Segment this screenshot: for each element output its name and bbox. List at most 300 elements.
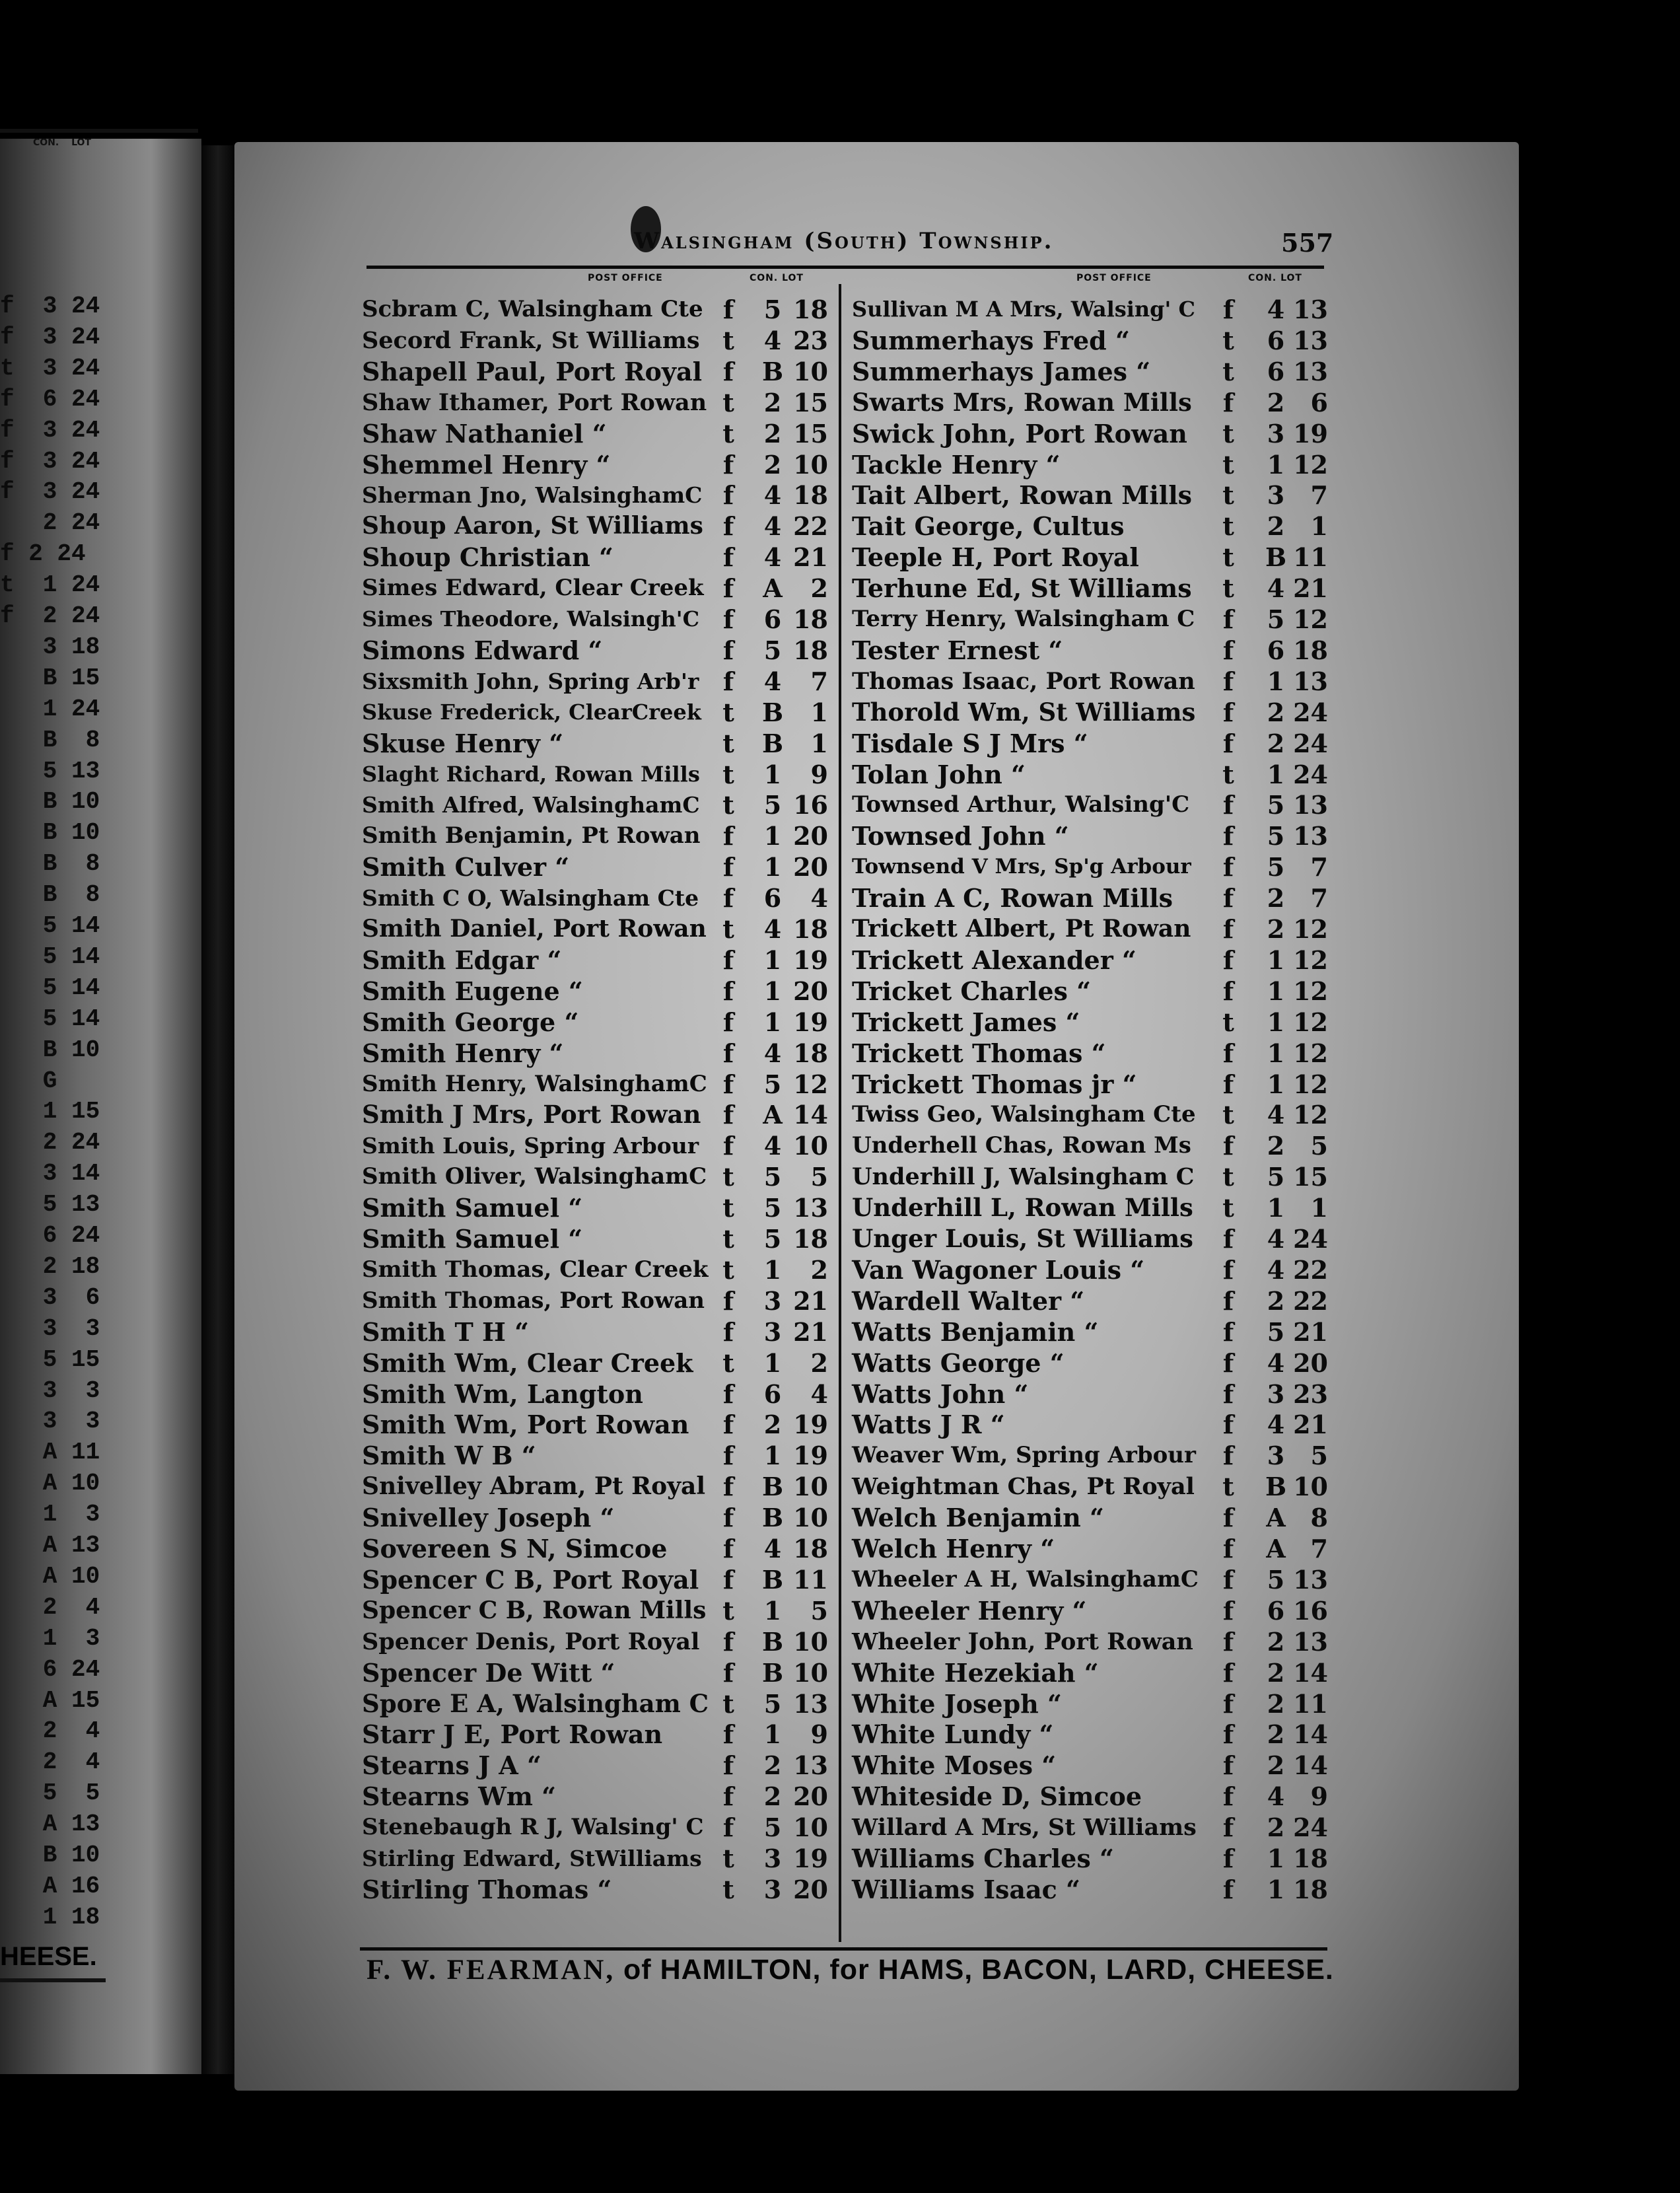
entry-occ: t <box>1222 1007 1234 1037</box>
left-entry <box>362 294 837 325</box>
entry-con: 1 <box>1267 449 1285 480</box>
entry-name: Smith Culver “ <box>362 852 570 882</box>
entry-lot: 13 <box>1293 325 1328 355</box>
left-page-row: 6 24 <box>0 1222 100 1249</box>
left-entry <box>362 1379 837 1410</box>
left-entry <box>362 1471 837 1502</box>
entry-occ: f <box>722 1285 734 1316</box>
entry-name: Skuse Henry “ <box>362 728 564 758</box>
entry-con: 2 <box>1267 1626 1285 1657</box>
entry-con: 4 <box>763 1038 782 1068</box>
left-entry <box>362 1564 837 1595</box>
entry-con: 5 <box>763 635 782 665</box>
right-entry <box>852 356 1327 387</box>
right-entry <box>852 1502 1327 1533</box>
entry-occ: f <box>1222 1626 1234 1657</box>
entry-con: 2 <box>763 449 782 480</box>
entry-con: 5 <box>763 1813 782 1843</box>
right-col-post-office-header: POST OFFICE <box>1076 273 1152 283</box>
left-page-row: 5 5 <box>0 1780 100 1807</box>
entry-con: 5 <box>763 1069 782 1099</box>
left-entry <box>362 480 837 511</box>
entry-con: 3 <box>1267 1379 1285 1409</box>
entry-occ: t <box>722 1874 734 1904</box>
entry-name: Tait George, Cultus <box>852 511 1125 542</box>
page-title: Walsingham (South) Township. <box>634 228 1054 254</box>
entry-name: Smith T H “ <box>362 1316 529 1347</box>
entry-con: 4 <box>763 1131 782 1161</box>
left-page-header-rule <box>0 129 198 133</box>
entry-occ: t <box>1222 418 1234 449</box>
right-entry <box>852 573 1327 604</box>
entry-occ: f <box>1222 295 1234 324</box>
left-page-row: B 8 <box>0 726 100 754</box>
left-page-row: t 1 24 <box>0 571 100 599</box>
left-page-footer-rule <box>0 1978 106 1982</box>
footer-rule <box>360 1947 1327 1951</box>
entry-occ: t <box>1222 480 1234 511</box>
left-page-row: B 8 <box>0 881 100 909</box>
entry-con: A <box>1266 1503 1286 1533</box>
entry-name: Train A C, Rowan Mills <box>852 883 1173 914</box>
entry-lot: 12 <box>1293 1007 1328 1037</box>
entry-occ: f <box>1222 1038 1234 1068</box>
entry-name: Tester Ernest “ <box>852 635 1063 665</box>
entry-con: B <box>761 1564 784 1595</box>
left-entry <box>362 356 837 387</box>
entry-lot: 5 <box>1310 1131 1328 1161</box>
entry-lot: 18 <box>1293 635 1328 665</box>
entry-lot: 12 <box>1293 604 1328 634</box>
entry-lot: 12 <box>1293 914 1328 944</box>
entry-occ: t <box>722 1224 734 1254</box>
right-entry <box>852 1379 1327 1410</box>
entry-name: Summerhays Fred “ <box>852 325 1130 355</box>
entry-con: 1 <box>763 759 782 789</box>
entry-con: 1 <box>763 1254 782 1285</box>
entry-lot: 10 <box>793 1503 828 1533</box>
entry-con: B <box>1265 542 1287 573</box>
left-page-row: G <box>0 1067 57 1095</box>
left-entry <box>362 1657 837 1688</box>
right-entry <box>852 666 1327 697</box>
entry-lot: 10 <box>793 449 828 480</box>
entry-con: B <box>761 697 784 727</box>
right-entry <box>852 697 1327 728</box>
entry-occ: t <box>1222 1472 1234 1502</box>
entry-occ: t <box>722 1595 734 1626</box>
right-entry <box>852 1440 1327 1471</box>
entry-lot: 5 <box>810 1162 828 1192</box>
entry-occ: f <box>1222 728 1234 758</box>
entry-occ: t <box>1222 1162 1234 1192</box>
entry-occ: f <box>1222 1750 1234 1781</box>
entry-lot: 18 <box>793 295 828 324</box>
entry-name: Underhell Chas, Rowan Ms <box>852 1132 1191 1159</box>
entry-occ: f <box>722 604 734 634</box>
entry-occ: f <box>722 1316 734 1347</box>
entry-lot: 10 <box>793 1657 828 1688</box>
left-entry <box>362 1409 837 1440</box>
entry-con: 5 <box>1267 1316 1285 1347</box>
entry-con: 3 <box>763 1874 782 1904</box>
entry-occ: f <box>722 573 734 604</box>
entry-name: Watts J R “ <box>852 1410 1005 1440</box>
entry-name: Townsed Arthur, Walsing'C <box>852 791 1190 818</box>
left-entry <box>362 511 837 542</box>
entry-lot: 5 <box>1310 1441 1328 1471</box>
entry-lot: 11 <box>1293 1688 1328 1719</box>
entry-con: 2 <box>1267 1750 1285 1781</box>
left-entry <box>362 1130 837 1161</box>
entry-name: Thorold Wm, St Williams <box>852 697 1196 727</box>
entry-name: Trickett Alexander “ <box>852 945 1137 975</box>
left-entry <box>362 1502 837 1533</box>
entry-name: Smith Thomas, Clear Creek <box>362 1256 709 1283</box>
right-entry <box>852 294 1327 325</box>
entry-con: 6 <box>1267 1595 1285 1626</box>
entry-occ: f <box>1222 1503 1234 1533</box>
entry-con: 5 <box>763 790 782 820</box>
entry-occ: f <box>1222 976 1234 1006</box>
entry-con: 1 <box>763 852 782 882</box>
entry-name: Watts Benjamin “ <box>852 1316 1099 1347</box>
right-entry <box>852 1626 1327 1657</box>
right-entry <box>852 789 1327 820</box>
entry-name: Wheeler Henry “ <box>852 1595 1087 1626</box>
entry-occ: t <box>1222 325 1234 355</box>
entry-con: 2 <box>1267 1719 1285 1750</box>
right-entry <box>852 480 1327 511</box>
entry-lot: 10 <box>793 1626 828 1657</box>
entry-lot: 18 <box>793 480 828 511</box>
entry-occ: t <box>722 325 734 355</box>
left-page-row: 1 3 <box>0 1501 100 1528</box>
left-page-row: t 3 24 <box>0 354 100 382</box>
entry-name: Shoup Christian “ <box>362 542 613 573</box>
entry-occ: f <box>1222 1348 1234 1378</box>
entry-lot: 13 <box>793 1750 828 1781</box>
entry-lot: 19 <box>793 1844 828 1873</box>
entry-occ: f <box>722 666 734 696</box>
right-entry <box>852 1130 1327 1161</box>
entry-name: Swick John, Port Rowan <box>852 418 1187 449</box>
right-entry <box>852 759 1327 790</box>
entry-lot: 15 <box>793 387 828 417</box>
right-entry <box>852 418 1327 449</box>
entry-name: Stirling Edward, StWilliams <box>362 1846 702 1871</box>
entry-con: 2 <box>1267 883 1285 914</box>
entry-occ: f <box>1222 945 1234 975</box>
entry-name: Wheeler John, Port Rowan <box>852 1628 1193 1655</box>
entry-name: Smith Henry, WalsinghamC <box>362 1070 707 1097</box>
entry-name: Terry Henry, Walsingham C <box>852 606 1195 632</box>
entry-con: 1 <box>1267 759 1285 789</box>
entry-name: Smith J Mrs, Port Rowan <box>362 1100 701 1130</box>
left-page-row: 1 18 <box>0 1903 100 1931</box>
left-page-row: B 8 <box>0 850 100 878</box>
entry-con: 1 <box>1267 1038 1285 1068</box>
left-entry <box>362 1069 837 1100</box>
entry-lot: 12 <box>1293 1069 1328 1099</box>
left-entry <box>362 1254 837 1285</box>
entry-lot: 24 <box>1293 1224 1328 1254</box>
left-page-row: f 2 24 <box>0 602 100 629</box>
left-page-footer-fragment: HEESE. <box>0 1942 97 1971</box>
left-page-row: 5 13 <box>0 1191 100 1219</box>
entry-con: 4 <box>1267 1100 1285 1130</box>
entry-occ: t <box>722 914 734 944</box>
entry-occ: f <box>1222 1719 1234 1750</box>
entry-con: 1 <box>1267 976 1285 1006</box>
entry-lot: 21 <box>1293 1316 1328 1347</box>
entry-lot: 13 <box>1293 666 1328 696</box>
entry-name: Spencer C B, Port Royal <box>362 1564 699 1595</box>
left-entry <box>362 1440 837 1471</box>
entry-name: Townsend V Mrs, Sp'g Arbour <box>852 855 1191 879</box>
entry-lot: 18 <box>793 914 828 944</box>
entry-con: 5 <box>1267 852 1285 882</box>
entry-lot: 9 <box>810 1719 828 1750</box>
entry-con: 4 <box>1267 295 1285 324</box>
entry-lot: 12 <box>793 1069 828 1099</box>
entry-con: 4 <box>1267 1348 1285 1378</box>
entry-occ: f <box>722 1410 734 1440</box>
entry-occ: t <box>722 1844 734 1873</box>
entry-lot: 18 <box>1293 1874 1328 1904</box>
entry-lot: 2 <box>810 573 828 604</box>
entry-con: B <box>761 1657 784 1688</box>
entry-lot: 19 <box>793 1007 828 1037</box>
right-entry <box>852 976 1327 1007</box>
entry-name: Tisdale S J Mrs “ <box>852 728 1088 758</box>
entry-con: 5 <box>763 295 782 324</box>
left-entry <box>362 1812 837 1843</box>
entry-con: 4 <box>763 666 782 696</box>
entry-name: Smith George “ <box>362 1007 579 1037</box>
left-entry <box>362 1719 837 1750</box>
entry-con: 2 <box>1267 1131 1285 1161</box>
entry-name: Trickett Thomas jr “ <box>852 1069 1137 1099</box>
left-entry <box>362 697 837 728</box>
entry-name: Weaver Wm, Spring Arbour <box>852 1442 1196 1469</box>
right-entry <box>852 1161 1327 1192</box>
entry-occ: f <box>722 511 734 542</box>
entry-con: 6 <box>1267 325 1285 355</box>
entry-lot: 21 <box>793 1316 828 1347</box>
left-page-row: 2 4 <box>0 1717 100 1745</box>
entry-lot: 18 <box>1293 1844 1328 1873</box>
entry-occ: t <box>1222 759 1234 789</box>
entry-occ: f <box>722 1564 734 1595</box>
entry-name: White Lundy “ <box>852 1719 1054 1750</box>
entry-con: A <box>1266 1534 1286 1564</box>
entry-lot: 10 <box>793 1813 828 1843</box>
left-page-row: f 3 24 <box>0 447 100 475</box>
entry-occ: f <box>722 976 734 1006</box>
entry-lot: 12 <box>1293 449 1328 480</box>
entry-occ: f <box>722 1069 734 1099</box>
entry-occ: f <box>722 449 734 480</box>
right-entry <box>852 1007 1327 1038</box>
right-entry <box>852 1285 1327 1316</box>
entry-occ: f <box>1222 1781 1234 1812</box>
entry-occ: f <box>722 1626 734 1657</box>
entry-lot: 13 <box>793 1193 828 1223</box>
binding-gutter <box>201 145 234 2074</box>
entry-occ: f <box>1222 883 1234 914</box>
entry-con: 4 <box>1267 1781 1285 1812</box>
entry-con: 1 <box>763 1007 782 1037</box>
entry-lot: 8 <box>1310 1503 1328 1533</box>
right-entry <box>852 1533 1327 1564</box>
entry-lot: 20 <box>793 1874 828 1904</box>
entry-name: Thomas Isaac, Port Rowan <box>852 667 1195 695</box>
entry-occ: f <box>1222 1285 1234 1316</box>
left-page-row: 3 18 <box>0 633 100 661</box>
entry-name: Terhune Ed, St Williams <box>852 573 1192 604</box>
entry-con: 3 <box>1267 480 1285 511</box>
entry-name: White Moses “ <box>852 1750 1057 1781</box>
right-entry <box>852 1316 1327 1348</box>
entry-occ: f <box>1222 387 1234 417</box>
entry-occ: t <box>1222 542 1234 573</box>
entry-occ: t <box>722 728 734 758</box>
entry-name: Tait Albert, Rowan Mills <box>852 480 1193 511</box>
entry-lot: 22 <box>793 511 828 542</box>
entry-lot: 19 <box>793 945 828 975</box>
entry-occ: f <box>722 852 734 882</box>
entry-lot: 18 <box>793 1038 828 1068</box>
entry-occ: f <box>1222 821 1234 851</box>
entry-name: Shoup Aaron, St Williams <box>362 512 703 540</box>
entry-lot: 18 <box>793 604 828 634</box>
entry-name: Shemmel Henry “ <box>362 449 611 480</box>
entry-occ: f <box>1222 1131 1234 1161</box>
entry-con: 4 <box>763 914 782 944</box>
entry-con: 1 <box>1267 945 1285 975</box>
left-entry <box>362 635 837 666</box>
right-entry <box>852 851 1327 882</box>
entry-occ: f <box>722 356 734 386</box>
left-entry <box>362 1533 837 1564</box>
entry-name: Spencer C B, Rowan Mills <box>362 1596 707 1624</box>
entry-name: Stearns J A “ <box>362 1750 542 1781</box>
entry-occ: f <box>1222 1595 1234 1626</box>
left-entry <box>362 1192 837 1223</box>
left-page-row: 2 24 <box>0 1129 100 1157</box>
entry-name: Tolan John “ <box>852 759 1026 789</box>
left-page-row: 2 18 <box>0 1252 100 1280</box>
left-page-row: B 15 <box>0 664 100 692</box>
entry-con: 1 <box>1267 1874 1285 1904</box>
entry-occ: f <box>722 1441 734 1471</box>
entry-con: 5 <box>1267 1564 1285 1595</box>
entry-name: Welch Henry “ <box>852 1534 1055 1564</box>
entry-occ: f <box>1222 1069 1234 1099</box>
left-page-row: A 10 <box>0 1470 100 1497</box>
entry-lot: 9 <box>810 759 828 789</box>
left-page-row: A 10 <box>0 1562 100 1590</box>
entry-lot: 21 <box>793 1285 828 1316</box>
right-entry <box>852 1192 1327 1223</box>
right-entry <box>852 604 1327 635</box>
left-page-row: 5 14 <box>0 912 100 939</box>
entry-con: 2 <box>763 387 782 417</box>
left-page-row: 5 13 <box>0 757 100 785</box>
left-entry <box>362 1781 837 1812</box>
entry-occ: f <box>722 883 734 914</box>
left-page-row: f 6 24 <box>0 385 100 413</box>
entry-name: Slaght Richard, Rowan Mills <box>362 761 700 787</box>
entry-con: 1 <box>1267 666 1285 696</box>
entry-occ: f <box>722 1100 734 1130</box>
left-entry <box>362 1750 837 1781</box>
entry-con: 3 <box>763 1316 782 1347</box>
entry-lot: 2 <box>810 1254 828 1285</box>
left-page-row: 5 14 <box>0 943 100 970</box>
entry-occ: f <box>1222 1534 1234 1564</box>
left-entry <box>362 1007 837 1038</box>
entry-name: Simons Edward “ <box>362 635 603 665</box>
footer-firm: F. W. FEARMAN, <box>367 1955 615 1986</box>
right-entry <box>852 1781 1327 1812</box>
entry-con: 2 <box>763 418 782 449</box>
entry-name: Smith Alfred, WalsinghamC <box>362 792 700 818</box>
entry-con: 4 <box>763 1534 782 1564</box>
right-entry <box>852 945 1327 976</box>
entry-name: Simes Theodore, Walsingh'C <box>362 606 700 631</box>
entry-con: B <box>761 356 784 386</box>
entry-occ: f <box>1222 1874 1234 1904</box>
entry-occ: t <box>722 1193 734 1223</box>
entry-name: Smith Thomas, Port Rowan <box>362 1287 705 1314</box>
header-rule <box>367 266 1324 269</box>
entry-lot: 10 <box>793 1131 828 1161</box>
entry-con: 6 <box>1267 356 1285 386</box>
entry-occ: f <box>722 1007 734 1037</box>
entry-lot: 11 <box>793 1564 828 1595</box>
entry-con: 2 <box>1267 1813 1285 1843</box>
entry-occ: f <box>1222 604 1234 634</box>
left-page-row: A 11 <box>0 1439 100 1466</box>
entry-lot: 20 <box>1293 1348 1328 1378</box>
entry-con: 3 <box>763 1844 782 1873</box>
entry-lot: 6 <box>1310 387 1328 417</box>
left-page-row: A 16 <box>0 1872 100 1900</box>
left-page-row: 3 3 <box>0 1377 100 1404</box>
entry-name: Snivelley Abram, Pt Royal <box>362 1472 706 1501</box>
entry-con: B <box>1265 1472 1287 1502</box>
right-entry <box>852 1471 1327 1502</box>
entry-name: Willard A Mrs, St Williams <box>852 1814 1197 1842</box>
entry-con: 1 <box>763 1595 782 1626</box>
entry-occ: f <box>1222 1657 1234 1688</box>
right-entry <box>852 1038 1327 1069</box>
left-page-row: 5 14 <box>0 974 100 1001</box>
entry-occ: t <box>722 1162 734 1192</box>
entry-name: Stirling Thomas “ <box>362 1874 612 1904</box>
entry-con: 2 <box>1267 511 1285 542</box>
entry-name: Spencer Denis, Port Royal <box>362 1628 700 1655</box>
entry-name: Stenebaugh R J, Walsing' C <box>362 1814 704 1841</box>
entry-lot: 11 <box>1293 542 1328 573</box>
entry-occ: t <box>1222 356 1234 386</box>
entry-occ: f <box>722 295 734 324</box>
entry-lot: 21 <box>793 542 828 573</box>
entry-name: Spore E A, Walsingham C <box>362 1688 709 1718</box>
left-entry <box>362 542 837 573</box>
